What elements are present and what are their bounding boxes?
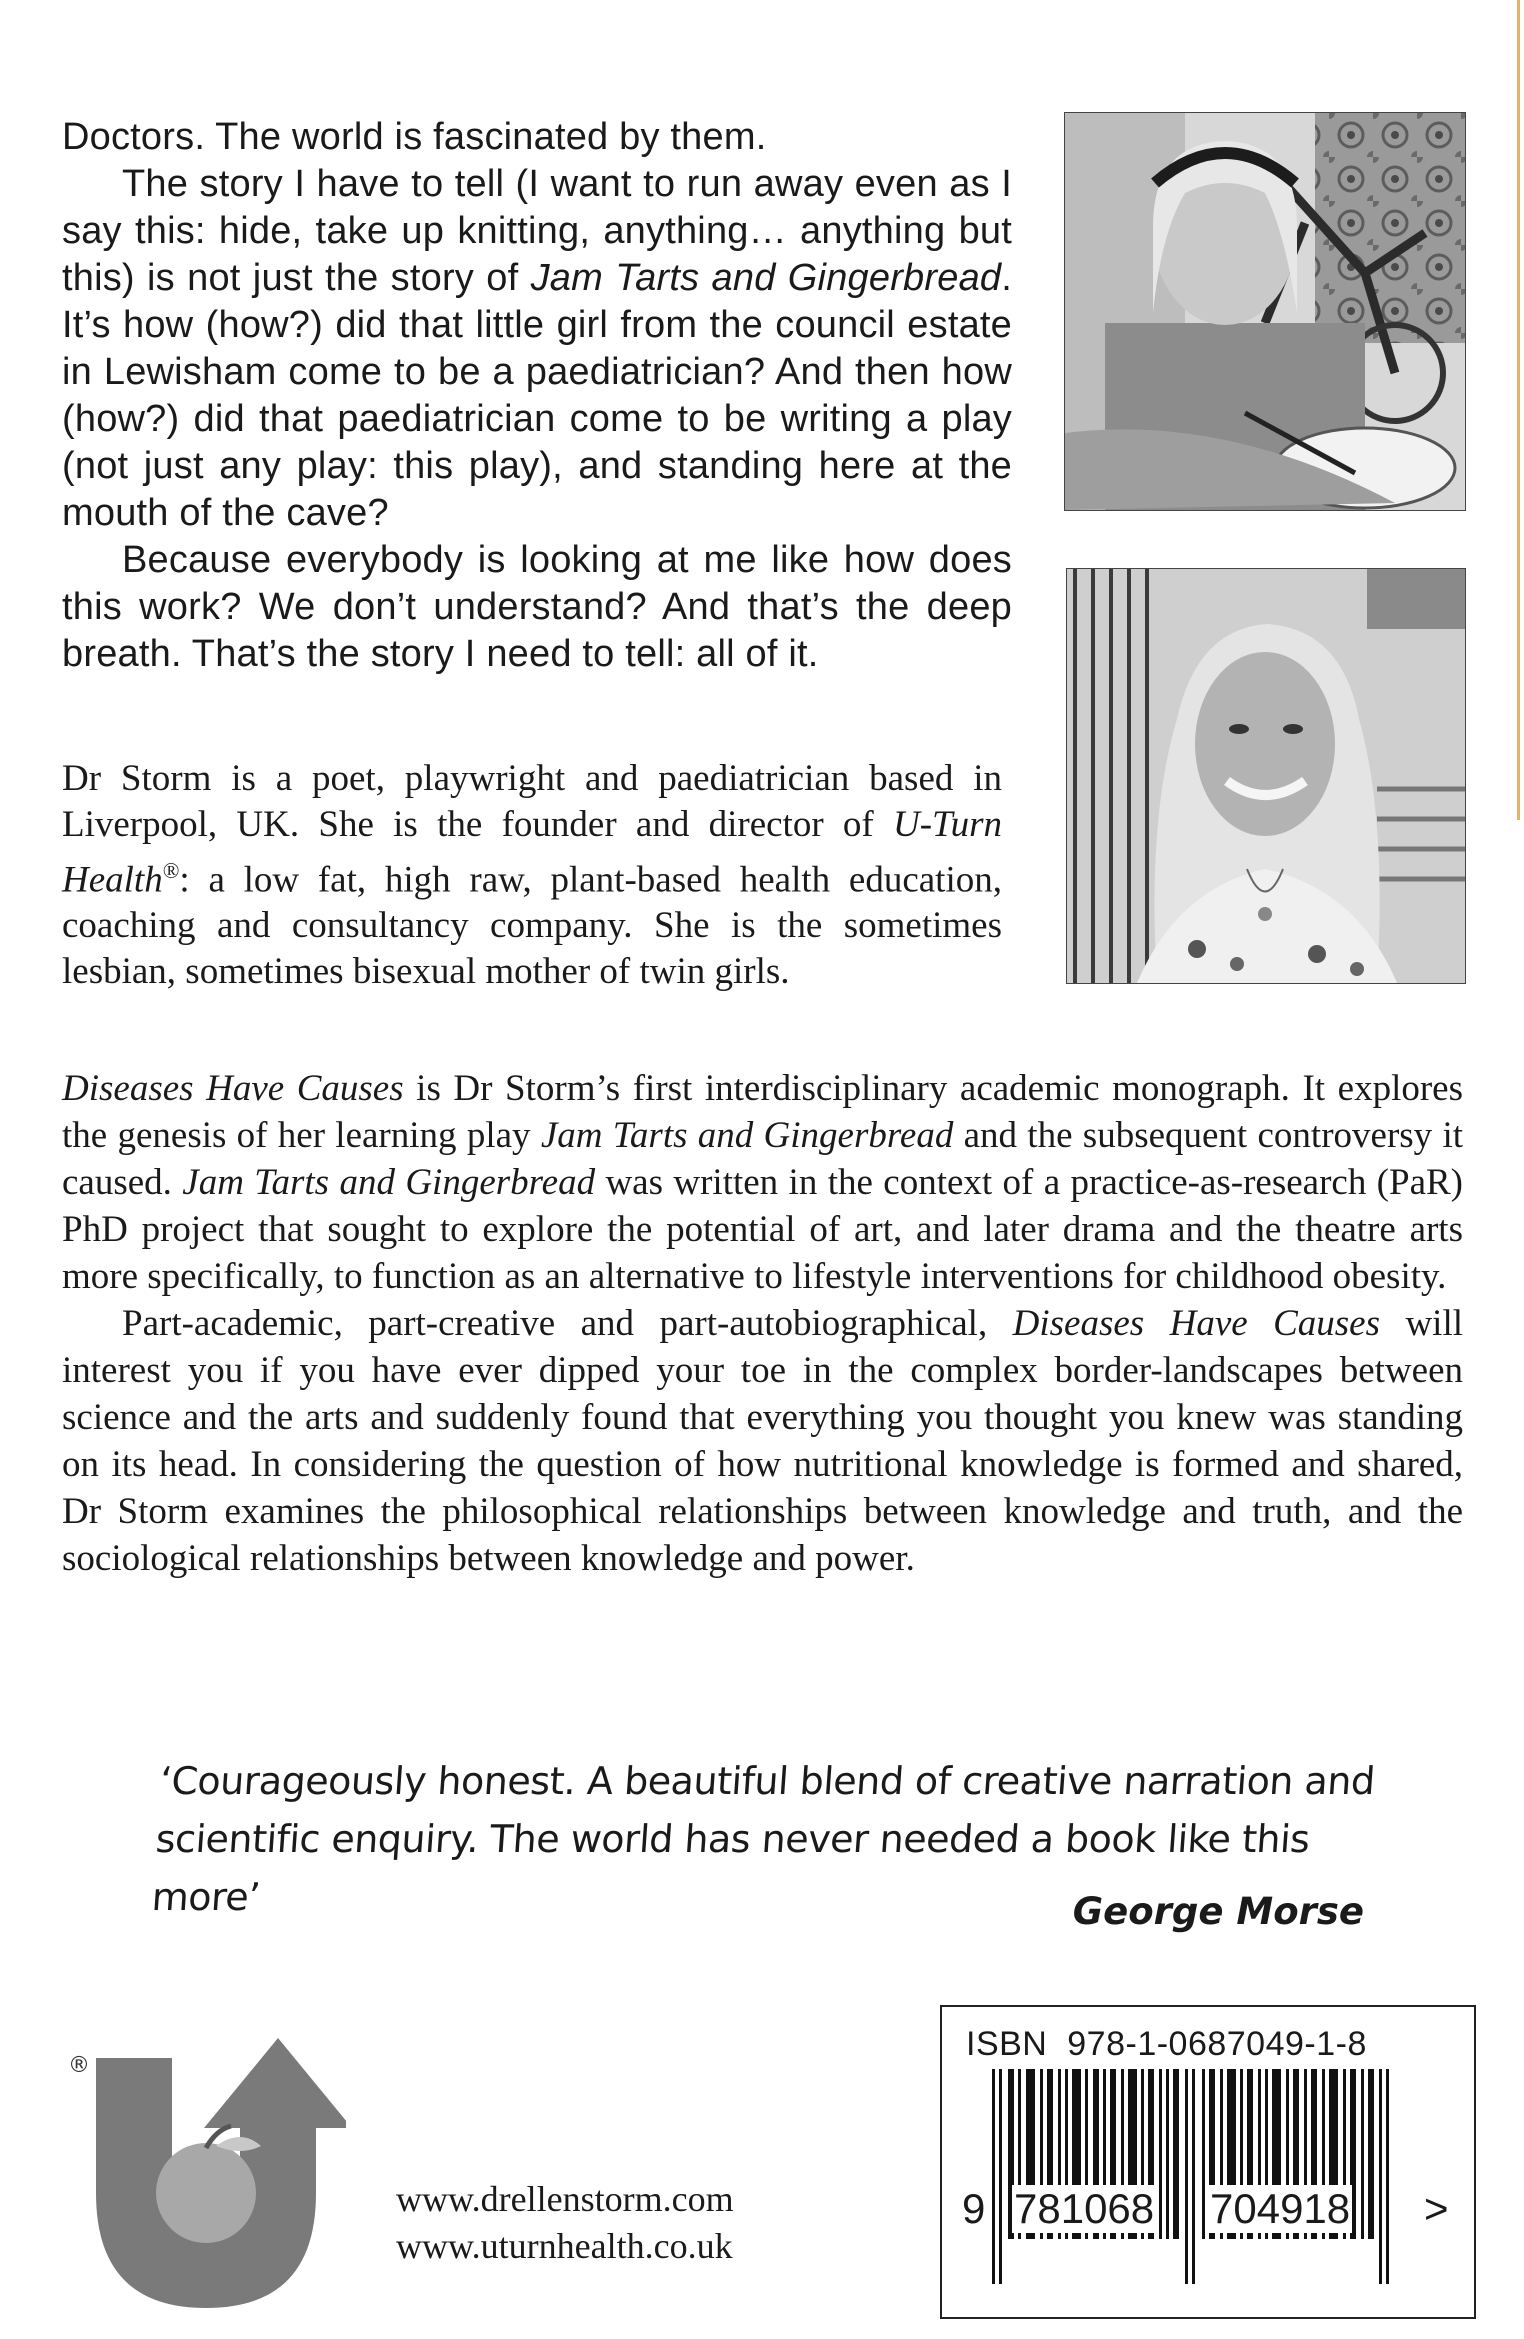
quote-line-2: scientific enquiry. The world has never needed a book like this more’ (150, 1817, 1312, 1919)
barcode-end-marker: > (1424, 2185, 1449, 2232)
book-description (62, 1065, 1463, 1582)
barcode-digit-first: 9 (962, 2185, 986, 2232)
play-title: Jam Tarts and Gingerbread (530, 257, 1002, 299)
barcode-digit-group-1: 781068 (1014, 2185, 1155, 2232)
website-links (396, 2176, 734, 2270)
barcode-bars (952, 2069, 1464, 2291)
isbn-number: 978-1-0687049-1-8 (1067, 2025, 1367, 2063)
author-bio-paragraph: Dr Storm is a poet, playwright and paediatrician based in Liverpool, UK. She is the founder and director of U-Turn Health®: a low fat, high raw, plant-based health education, coaching and consultancy company. She is the sometimes lesbian, sometimes bisexual mother of twin girls. (62, 758, 1002, 993)
barcode-digits (942, 2185, 1474, 2235)
intro-paragraph-3: Because everybody is looking at me like how does this work? We don’t understand? And that’s the deep breath. That’s the story I need to tell: all of it. (62, 539, 1012, 675)
quote-attribution: George Morse (1072, 1890, 1364, 1933)
author-bio (62, 756, 1002, 995)
intro-paragraph-1: Doctors. The world is fascinated by them. (62, 116, 767, 158)
logo-registered-mark: ® (68, 2053, 90, 2078)
isbn-barcode (940, 2005, 1476, 2319)
isbn-label: ISBN (966, 2025, 1048, 2063)
author-photo (1066, 568, 1466, 984)
author-website-link[interactable]: www.drellenstorm.com (396, 2179, 734, 2219)
cover-edge-line (1517, 0, 1520, 820)
author-photo-illustration (1067, 569, 1465, 983)
isbn-text (966, 2025, 1367, 2064)
brand-name: U-Turn Health (62, 804, 1002, 901)
description-paragraph-1: Diseases Have Causes is Dr Storm’s first interdisciplinary academic monograph. It explores the genesis of her learning play Jam Tarts and Gingerbread and the subsequent controversy it caused. Jam Tarts and Gingerbread was written in the context of a practice-as-research (PaR) PhD project that sought to explore the potential of art, and later drama and the theatre arts more specifically, to function as an alternative to lifestyle interventions for childhood obesity. (62, 1068, 1464, 1297)
intro-text (62, 114, 1012, 678)
intro-paragraph-2: The story I have to tell (I want to run away even as I say this: hide, take up knitting, anything… anything but this) is not just the story of Jam Tarts and Gingerbread. It’s how (how?) did that little girl from the council estate in Lewisham come to be a paediatrician? And then how (how?) did that paediatrician come to be writing a play (not just any play: this play), and standing here at the mouth of the cave? (62, 163, 1013, 534)
childhood-photo (1064, 112, 1466, 511)
description-paragraph-2: Part-academic, part-creative and part-autobiographical, Diseases Have Causes will interest you if you have ever dipped your toe in the complex border-landscapes between science and the arts and suddenly found that everything you thought you knew was standing on its head. In considering the question of how nutritional knowledge is formed and shared, Dr Storm examines the philosophical relationships between knowledge and truth, and the sociological relationships between knowledge and power. (62, 1303, 1464, 1579)
u-turn-arrow-icon (66, 2018, 346, 2308)
quote-line-1: ‘Courageously honest. A beautiful blend of creative narration and (158, 1759, 1377, 1803)
barcode-digit-group-2: 704918 (1210, 2185, 1351, 2232)
uturnhealth-website-link[interactable]: www.uturnhealth.co.uk (396, 2226, 733, 2266)
childhood-photo-illustration (1065, 113, 1465, 510)
registered-mark: ® (162, 858, 180, 883)
u-turn-health-logo (66, 2018, 346, 2308)
